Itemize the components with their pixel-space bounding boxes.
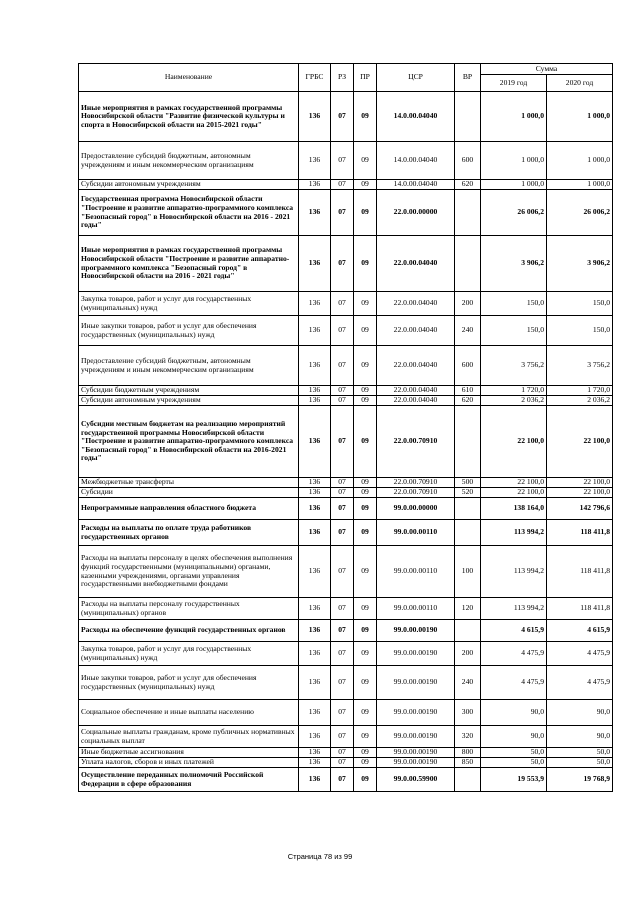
cell-rz: 07: [331, 700, 354, 726]
cell-2020: 3 756,2: [547, 346, 613, 386]
cell-rz: 07: [331, 406, 354, 478]
cell-2020: 118 411,8: [547, 598, 613, 620]
cell-name: Расходы на выплаты персоналу в целях обеспечения выполнения функций государственными (муниципальными) органами, казенными учреждениями, органами управления государственными внебюджетными фондами: [79, 546, 299, 598]
cell-2020: 19 768,9: [547, 768, 613, 792]
cell-csr: 99.0.00.00190: [377, 642, 455, 666]
cell-pr: 09: [354, 346, 377, 386]
cell-2019: 22 100,0: [481, 406, 547, 478]
cell-2019: 50,0: [481, 748, 547, 758]
cell-name: Уплата налогов, сборов и иных платежей: [79, 758, 299, 768]
cell-pr: 09: [354, 142, 377, 180]
cell-2020: 90,0: [547, 726, 613, 748]
cell-2019: 113 994,2: [481, 520, 547, 546]
cell-pr: 09: [354, 666, 377, 700]
cell-pr: 09: [354, 642, 377, 666]
cell-csr: 14.0.00.04040: [377, 142, 455, 180]
cell-csr: 99.0.00.00190: [377, 666, 455, 700]
cell-grbs: 136: [299, 142, 331, 180]
cell-csr: 99.0.00.00190: [377, 700, 455, 726]
cell-rz: 07: [331, 758, 354, 768]
cell-2019: 1 000,0: [481, 180, 547, 190]
cell-vr: 610: [455, 386, 481, 396]
cell-csr: 22.0.00.04040: [377, 346, 455, 386]
cell-csr: 22.0.00.00000: [377, 190, 455, 236]
table-row: [79, 478, 613, 488]
table-row: [79, 346, 613, 386]
cell-grbs: 136: [299, 386, 331, 396]
cell-grbs: 136: [299, 666, 331, 700]
cell-csr: 22.0.00.04040: [377, 396, 455, 406]
cell-2019: 22 100,0: [481, 488, 547, 498]
table-row: [79, 142, 613, 180]
cell-vr: 600: [455, 346, 481, 386]
cell-grbs: 136: [299, 620, 331, 642]
cell-csr: 99.0.00.00190: [377, 726, 455, 748]
cell-csr: 99.0.00.59900: [377, 768, 455, 792]
cell-name: Социальное обеспечение и иные выплаты населению: [79, 700, 299, 726]
cell-csr: 22.0.00.04040: [377, 316, 455, 346]
cell-pr: 09: [354, 700, 377, 726]
cell-vr: 100: [455, 546, 481, 598]
cell-name: Осуществление переданных полномочий Российской Федерации в сфере образования: [79, 768, 299, 792]
cell-grbs: 136: [299, 488, 331, 498]
cell-name: Субсидии автономным учреждениям: [79, 396, 299, 406]
page-number: Страница 78 из 99: [287, 852, 353, 861]
cell-name: Закупка товаров, работ и услуг для государственных (муниципальных) нужд: [79, 642, 299, 666]
header-2019: 2019 год: [481, 75, 547, 92]
cell-csr: 22.0.00.70910: [377, 406, 455, 478]
cell-name: Непрограммные направления областного бюджета: [79, 498, 299, 520]
table-header: [79, 64, 613, 92]
cell-2020: 118 411,8: [547, 546, 613, 598]
table-row: [79, 726, 613, 748]
cell-name: Расходы на выплаты персоналу государственных (муниципальных) органов: [79, 598, 299, 620]
cell-2019: 50,0: [481, 758, 547, 768]
cell-pr: 09: [354, 498, 377, 520]
cell-grbs: 136: [299, 748, 331, 758]
cell-pr: 09: [354, 386, 377, 396]
cell-rz: 07: [331, 236, 354, 292]
cell-name: Государственная программа Новосибирской области "Построение и развитие аппаратно-программного комплекса "Безопасный город" в Новосибирской области на 2016 - 2021 годы": [79, 190, 299, 236]
cell-grbs: 136: [299, 396, 331, 406]
cell-2020: 50,0: [547, 758, 613, 768]
table-row: [79, 700, 613, 726]
cell-csr: 99.0.00.00110: [377, 520, 455, 546]
cell-grbs: 136: [299, 92, 331, 142]
cell-name: Предоставление субсидий бюджетным, автономным учреждениям и иным некоммерческим организациям: [79, 346, 299, 386]
cell-2020: 22 100,0: [547, 478, 613, 488]
cell-2020: 3 906,2: [547, 236, 613, 292]
cell-grbs: 136: [299, 520, 331, 546]
cell-grbs: 136: [299, 180, 331, 190]
cell-2020: 22 100,0: [547, 488, 613, 498]
table-row: [79, 396, 613, 406]
header-pr: ПР: [354, 64, 377, 92]
cell-2019: 4 615,9: [481, 620, 547, 642]
table-row: [79, 316, 613, 346]
cell-pr: 09: [354, 478, 377, 488]
header-2020: 2020 год: [547, 75, 613, 92]
cell-grbs: 136: [299, 478, 331, 488]
cell-vr: [455, 406, 481, 478]
cell-2020: 50,0: [547, 748, 613, 758]
table-row: [79, 236, 613, 292]
table-row: [79, 498, 613, 520]
cell-vr: 300: [455, 700, 481, 726]
cell-rz: 07: [331, 386, 354, 396]
cell-2019: 4 475,9: [481, 666, 547, 700]
cell-2020: 4 475,9: [547, 642, 613, 666]
cell-rz: 07: [331, 748, 354, 758]
cell-pr: 09: [354, 316, 377, 346]
table-row: [79, 620, 613, 642]
cell-rz: 07: [331, 488, 354, 498]
cell-pr: 09: [354, 748, 377, 758]
cell-name: Расходы на выплаты по оплате труда работников государственных органов: [79, 520, 299, 546]
cell-vr: [455, 620, 481, 642]
cell-rz: 07: [331, 316, 354, 346]
cell-vr: [455, 768, 481, 792]
cell-rz: 07: [331, 598, 354, 620]
cell-pr: 09: [354, 236, 377, 292]
table-row: [79, 666, 613, 700]
cell-rz: 07: [331, 620, 354, 642]
cell-rz: 07: [331, 180, 354, 190]
cell-name: Предоставление субсидий бюджетным, автономным учреждениям и иным некоммерческим организациям: [79, 142, 299, 180]
cell-vr: 620: [455, 180, 481, 190]
cell-2020: 1 000,0: [547, 92, 613, 142]
cell-2019: 1 720,0: [481, 386, 547, 396]
cell-2020: 22 100,0: [547, 406, 613, 478]
cell-vr: 240: [455, 666, 481, 700]
cell-pr: 09: [354, 180, 377, 190]
cell-name: Иные закупки товаров, работ и услуг для обеспечения государственных (муниципальных) нужд: [79, 666, 299, 700]
cell-vr: 800: [455, 748, 481, 758]
cell-vr: [455, 92, 481, 142]
table-row: [79, 488, 613, 498]
cell-2019: 90,0: [481, 700, 547, 726]
table-row: [79, 546, 613, 598]
cell-pr: 09: [354, 768, 377, 792]
cell-pr: 09: [354, 92, 377, 142]
cell-name: Субсидии местным бюджетам на реализацию мероприятий государственной программы Новосибирской области "Построение и развитие аппаратно-программного комплекса "Безопасный город" в Новосибирской области на 2016-2021 годы": [79, 406, 299, 478]
cell-grbs: 136: [299, 406, 331, 478]
cell-2020: 118 411,8: [547, 520, 613, 546]
table-row: [79, 748, 613, 758]
cell-name: Закупка товаров, работ и услуг для государственных (муниципальных) нужд: [79, 292, 299, 316]
table-row: [79, 598, 613, 620]
cell-2019: 1 000,0: [481, 92, 547, 142]
cell-2019: 150,0: [481, 316, 547, 346]
cell-2019: 90,0: [481, 726, 547, 748]
cell-rz: 07: [331, 396, 354, 406]
cell-csr: 22.0.00.04040: [377, 386, 455, 396]
cell-pr: 09: [354, 546, 377, 598]
cell-vr: 850: [455, 758, 481, 768]
cell-csr: 99.0.00.00190: [377, 758, 455, 768]
cell-vr: 200: [455, 292, 481, 316]
cell-2020: 90,0: [547, 700, 613, 726]
table-row: [79, 768, 613, 792]
cell-grbs: 136: [299, 768, 331, 792]
cell-name: Иные мероприятия в рамках государственной программы Новосибирской области "Построение и развитие аппаратно-программного комплекса "Безопасный город" в Новосибирской области на 2016 - 2021 годы": [79, 236, 299, 292]
cell-rz: 07: [331, 642, 354, 666]
header-sum: Сумма: [481, 64, 613, 75]
table-row: [79, 758, 613, 768]
cell-2019: 22 100,0: [481, 478, 547, 488]
cell-csr: 22.0.00.70910: [377, 488, 455, 498]
cell-rz: 07: [331, 520, 354, 546]
cell-vr: 320: [455, 726, 481, 748]
cell-rz: 07: [331, 666, 354, 700]
cell-rz: 07: [331, 346, 354, 386]
cell-2020: 2 036,2: [547, 396, 613, 406]
cell-pr: 09: [354, 620, 377, 642]
cell-csr: 99.0.00.00190: [377, 620, 455, 642]
cell-pr: 09: [354, 396, 377, 406]
cell-vr: [455, 498, 481, 520]
cell-2020: 150,0: [547, 316, 613, 346]
cell-pr: 09: [354, 406, 377, 478]
cell-grbs: 136: [299, 346, 331, 386]
header-rz: РЗ: [331, 64, 354, 92]
cell-name: Иные мероприятия в рамках государственной программы Новосибирской области "Развитие физической культуры и спорта в Новосибирской области на 2015-2021 годы": [79, 92, 299, 142]
cell-grbs: 136: [299, 726, 331, 748]
header-name: Наименование: [79, 64, 299, 92]
cell-rz: 07: [331, 292, 354, 316]
cell-rz: 07: [331, 92, 354, 142]
header-vr: ВР: [455, 64, 481, 92]
cell-2019: 113 994,2: [481, 598, 547, 620]
cell-grbs: 136: [299, 190, 331, 236]
cell-vr: [455, 190, 481, 236]
cell-csr: 22.0.00.04040: [377, 236, 455, 292]
budget-table: [78, 63, 613, 792]
cell-csr: 99.0.00.00110: [377, 546, 455, 598]
cell-2019: 3 756,2: [481, 346, 547, 386]
cell-vr: 240: [455, 316, 481, 346]
cell-pr: 09: [354, 726, 377, 748]
table-row: [79, 92, 613, 142]
cell-name: Иные закупки товаров, работ и услуг для обеспечения государственных (муниципальных) нужд: [79, 316, 299, 346]
cell-vr: 520: [455, 488, 481, 498]
table-row: [79, 642, 613, 666]
cell-rz: 07: [331, 142, 354, 180]
cell-2019: 19 553,9: [481, 768, 547, 792]
cell-2019: 1 000,0: [481, 142, 547, 180]
cell-grbs: 136: [299, 498, 331, 520]
cell-grbs: 136: [299, 546, 331, 598]
header-csr: ЦСР: [377, 64, 455, 92]
cell-2019: 150,0: [481, 292, 547, 316]
cell-name: Субсидии: [79, 488, 299, 498]
cell-pr: 09: [354, 190, 377, 236]
cell-pr: 09: [354, 598, 377, 620]
cell-2019: 138 164,0: [481, 498, 547, 520]
cell-grbs: 136: [299, 700, 331, 726]
cell-name: Расходы на обеспечение функций государственных органов: [79, 620, 299, 642]
cell-rz: 07: [331, 498, 354, 520]
cell-2019: 4 475,9: [481, 642, 547, 666]
cell-2020: 4 615,9: [547, 620, 613, 642]
cell-csr: 14.0.00.04040: [377, 180, 455, 190]
cell-rz: 07: [331, 546, 354, 598]
cell-2019: 26 006,2: [481, 190, 547, 236]
table-row: [79, 292, 613, 316]
cell-vr: 600: [455, 142, 481, 180]
cell-grbs: 136: [299, 642, 331, 666]
cell-name: Социальные выплаты гражданам, кроме публичных нормативных социальных выплат: [79, 726, 299, 748]
cell-vr: 500: [455, 478, 481, 488]
cell-name: Иные бюджетные ассигнования: [79, 748, 299, 758]
cell-grbs: 136: [299, 236, 331, 292]
cell-name: Субсидии автономным учреждениям: [79, 180, 299, 190]
cell-grbs: 136: [299, 316, 331, 346]
cell-csr: 22.0.00.04040: [377, 292, 455, 316]
cell-vr: [455, 520, 481, 546]
cell-pr: 09: [354, 520, 377, 546]
cell-2020: 142 796,6: [547, 498, 613, 520]
cell-2020: 4 475,9: [547, 666, 613, 700]
cell-2020: 1 720,0: [547, 386, 613, 396]
table-row: [79, 386, 613, 396]
cell-2019: 2 036,2: [481, 396, 547, 406]
cell-csr: 14.0.00.04040: [377, 92, 455, 142]
cell-2020: 150,0: [547, 292, 613, 316]
cell-pr: 09: [354, 758, 377, 768]
cell-vr: 200: [455, 642, 481, 666]
cell-csr: 99.0.00.00000: [377, 498, 455, 520]
cell-csr: 22.0.00.70910: [377, 478, 455, 488]
cell-2019: 113 994,2: [481, 546, 547, 598]
cell-grbs: 136: [299, 292, 331, 316]
table-row: [79, 520, 613, 546]
cell-rz: 07: [331, 190, 354, 236]
cell-csr: 99.0.00.00110: [377, 598, 455, 620]
cell-csr: 99.0.00.00190: [377, 748, 455, 758]
cell-grbs: 136: [299, 758, 331, 768]
table-body: [79, 92, 613, 792]
cell-rz: 07: [331, 478, 354, 488]
cell-2020: 1 000,0: [547, 142, 613, 180]
cell-pr: 09: [354, 292, 377, 316]
cell-vr: [455, 236, 481, 292]
table-row: [79, 406, 613, 478]
header-grbs: ГРБС: [299, 64, 331, 92]
cell-2020: 1 000,0: [547, 180, 613, 190]
cell-name: Межбюджетные трансферты: [79, 478, 299, 488]
cell-2019: 3 906,2: [481, 236, 547, 292]
table-row: [79, 190, 613, 236]
cell-pr: 09: [354, 488, 377, 498]
cell-vr: 620: [455, 396, 481, 406]
cell-vr: 120: [455, 598, 481, 620]
cell-rz: 07: [331, 726, 354, 748]
cell-rz: 07: [331, 768, 354, 792]
cell-grbs: 136: [299, 598, 331, 620]
table-row: [79, 180, 613, 190]
cell-2020: 26 006,2: [547, 190, 613, 236]
cell-name: Субсидии бюджетным учреждениям: [79, 386, 299, 396]
